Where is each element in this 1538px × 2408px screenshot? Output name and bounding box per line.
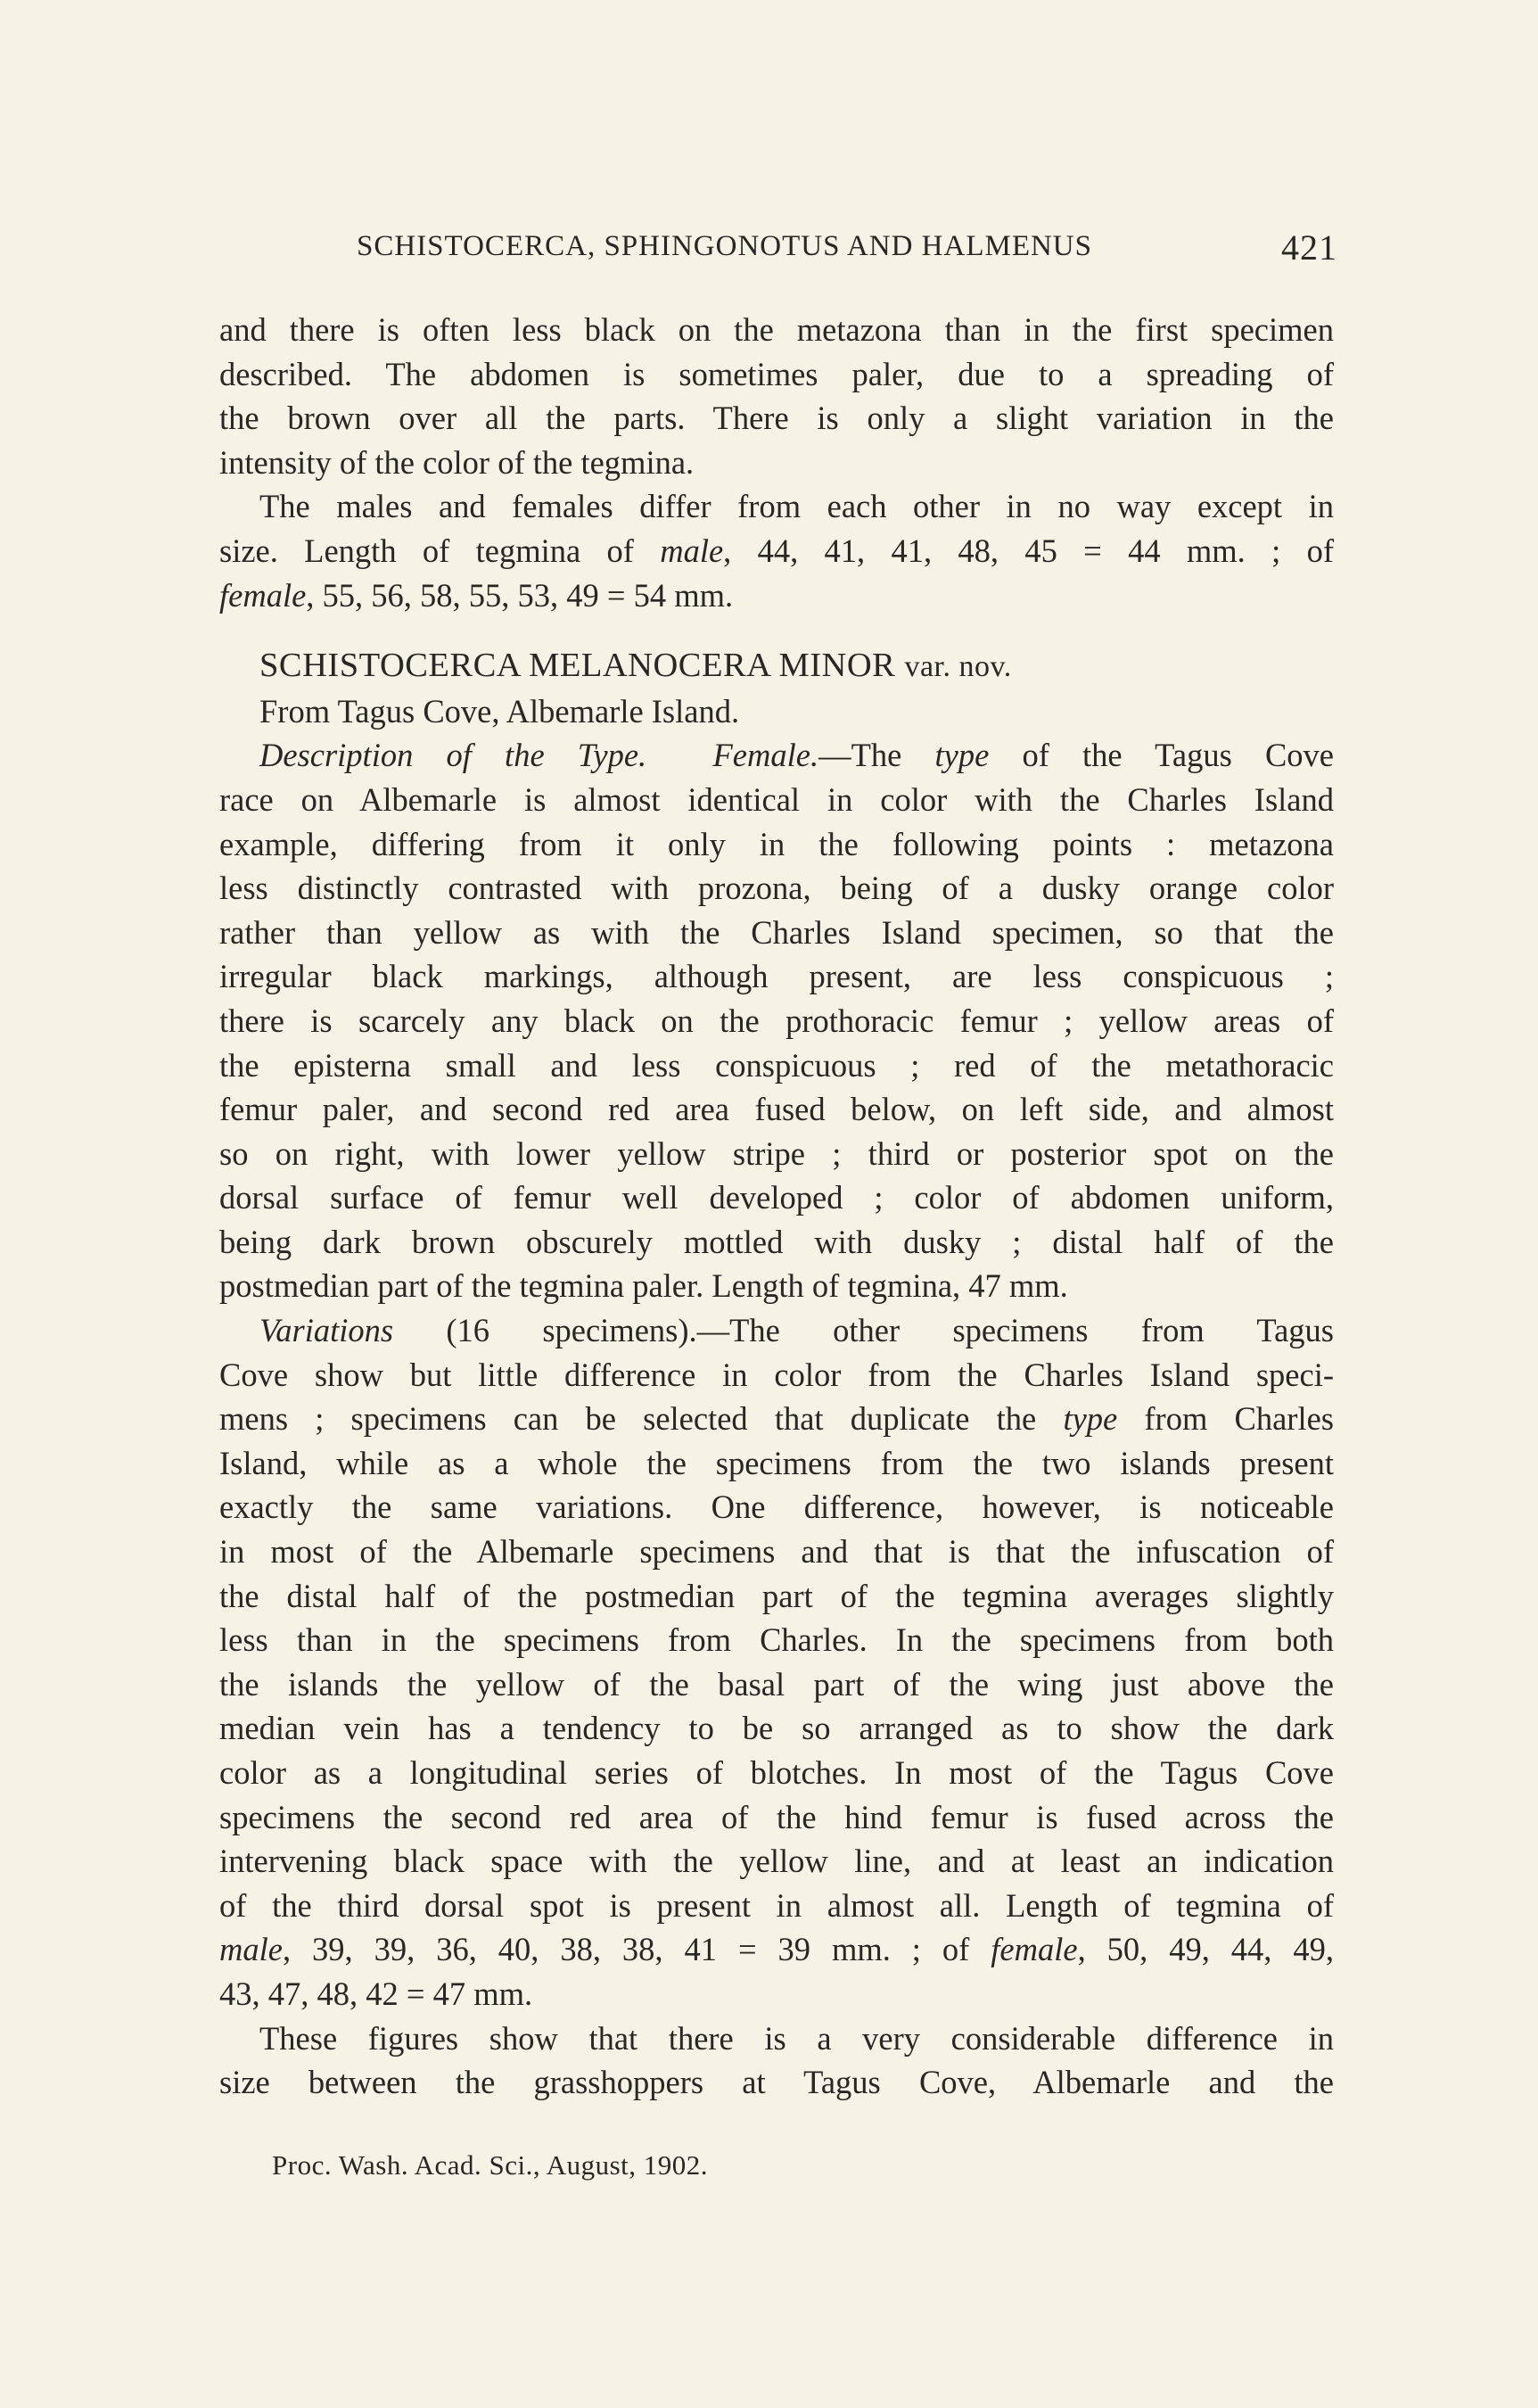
text-line: Cove show but little difference in color from the Charles Island speci- (219, 1356, 1334, 1393)
text-line: femur paler, and second red area fused below, on left side, and almost (219, 1091, 1334, 1128)
text-line: median vein has a tendency to be so arranged as to show the dark (219, 1710, 1334, 1747)
text-span: of the Tagus Cove (989, 737, 1334, 774)
text-line (219, 573, 1334, 618)
text-line: example, differing from it only in the following points : metazona (219, 825, 1334, 862)
text-line: being dark brown obscurely mottled with dusky ; distal half of the (219, 1223, 1334, 1260)
text-line: race on Albemarle is almost identical in color with the Charles Island (219, 780, 1334, 818)
running-header (357, 227, 1337, 275)
heading-main: SCHISTOCERCA MELANOCERA MINOR (259, 647, 896, 685)
text-line: intervening black space with the yellow line, and at least an indication (219, 1843, 1334, 1880)
text-line (219, 1308, 1334, 1353)
text-line: so on right, with lower yellow stripe ; third or posterior spot on the (219, 1134, 1334, 1172)
body-text (219, 308, 1334, 2105)
italic-female: female (991, 1931, 1078, 1968)
text-line: size between the grasshoppers at Tagus Cove, Albemarle and the (219, 2064, 1334, 2101)
italic-description: Description of the Type. (259, 737, 647, 774)
text-line (219, 1927, 1334, 1972)
text-line: 43, 47, 48, 42 = 47 mm. (219, 1975, 533, 2012)
text-line: the distal half of the postmedian part of the tegmina averages slightly (219, 1577, 1334, 1614)
text-line: the brown over all the parts. There is only a slight variation in the (219, 400, 1334, 437)
text-line: less than in the specimens from Charles. In the specimens from both (219, 1621, 1334, 1659)
italic-female: female (219, 576, 307, 614)
text-span: from Charles (1117, 1400, 1335, 1438)
text-line: color as a longitudinal series of blotches. In most of the Tagus Cove (219, 1754, 1334, 1791)
italic-type: type (934, 737, 990, 774)
text-line: the episterna small and less conspicuous ; red of the metathoracic (219, 1046, 1334, 1084)
page-number: 421 (1281, 227, 1337, 268)
text-line: rather than yellow as with the Charles Island specimen, so that the (219, 913, 1334, 951)
text-span: (16 specimens).—The other specimens from Tagus (393, 1312, 1334, 1349)
italic-type: type (1063, 1400, 1118, 1438)
text-line: there is scarcely any black on the prothoracic femur ; yellow areas of (219, 1002, 1334, 1039)
text-line: in most of the Albemarle specimens and that is that the infuscation of (219, 1533, 1334, 1571)
text-line: intensity of the color of the tegmina. (219, 443, 695, 481)
text-line: Island, while as a whole the specimens from the two islands present (219, 1444, 1334, 1481)
heading-suffix: var. nov. (904, 650, 1012, 684)
text-span: , 44, 41, 41, 48, 45 = 44 mm. ; of (723, 532, 1334, 569)
text-line: irregular black markings, although present, are less conspicuous ; (219, 958, 1334, 995)
text-line: and there is often less black on the metazona than in the first specimen (219, 311, 1334, 348)
text-span: , 39, 39, 36, 40, 38, 38, 41 = 39 mm. ; of (282, 1931, 991, 1968)
text-line (219, 1397, 1334, 1441)
italic-variations: Variations (259, 1312, 394, 1349)
text-line: the islands the yellow of the basal part of the wing just above the (219, 1665, 1334, 1703)
text-line: exactly the same variations. One difference, however, is noticeable (219, 1489, 1334, 1526)
text-span: , 55, 56, 58, 55, 53, 49 = 54 mm. (306, 576, 734, 614)
italic-male: male (219, 1931, 283, 1968)
text-span: —The (818, 737, 935, 774)
text-line: postmedian part of the tegmina paler. Length of tegmina, 47 mm. (219, 1267, 1068, 1305)
text-line: of the third dorsal spot is present in almost all. Length of tegmina of (219, 1886, 1334, 1924)
footer-citation: Proc. Wash. Acad. Sci., August, 1902. (272, 2149, 709, 2181)
text-line: dorsal surface of femur well developed ; color of abdomen uniform, (219, 1179, 1334, 1216)
text-span: , 50, 49, 44, 49, (1077, 1931, 1334, 1968)
running-title: SCHISTOCERCA, SPHINGONOTUS AND HALMENUS (357, 230, 1092, 262)
text-line: described. The abdomen is sometimes paler, due to a spreading of (219, 355, 1334, 392)
text-line (219, 529, 1334, 573)
italic-female: Female. (712, 737, 819, 774)
text-line (219, 733, 1334, 778)
text-line: The males and females differ from each other in no way except in (259, 488, 1334, 525)
section-heading (219, 644, 1334, 689)
text-span: mens ; specimens can be selected that duplicate the (219, 1400, 1064, 1438)
text-line: These figures show that there is a very considerable difference in (259, 2019, 1334, 2057)
text-line: specimens the second red area of the hind femur is fused across the (219, 1798, 1334, 1835)
text-line: less distinctly contrasted with prozona, being of a dusky orange color (219, 870, 1334, 907)
locality-line: From Tagus Cove, Albemarle Island. (259, 692, 740, 730)
italic-male: male (660, 532, 724, 569)
text-span: size. Length of tegmina of (219, 532, 661, 569)
